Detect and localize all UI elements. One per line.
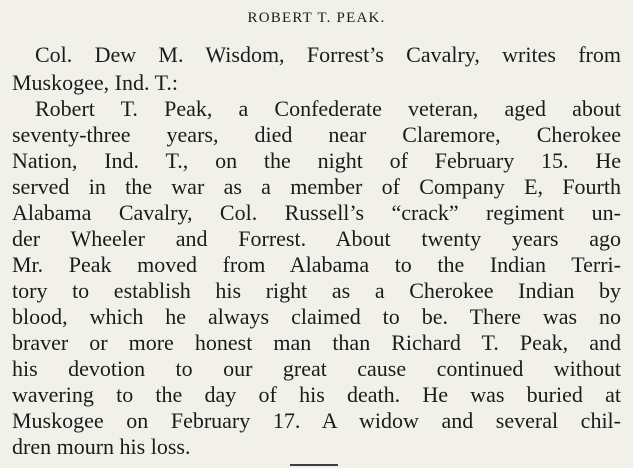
body-line-10: braver or more honest man than Richard T. Peak, and — [12, 330, 621, 355]
body-line-9: blood, which he always claimed to be. There was no — [12, 304, 621, 329]
intro-line-1: Col. Dew M. Wisdom, Forrest’s Cavalry, writes from — [35, 42, 621, 67]
body-line-3: Nation, Ind. T., on the night of February 15. He — [12, 148, 621, 173]
body-line-8: tory to establish his right as a Cherokee Indian by — [12, 278, 621, 303]
body-line-11: his devotion to our great cause continued without — [12, 356, 621, 381]
section-divider — [290, 464, 338, 466]
body-line-4: served in the war as a member of Company E, Fourth — [12, 174, 621, 199]
body-line-13: Muskogee on February 17. A widow and several chil- — [12, 408, 621, 433]
body-line-5: Alabama Cavalry, Col. Russell’s “crack” regiment un- — [12, 200, 621, 225]
body-line-2: seventy-three years, died near Claremore, Cherokee — [12, 122, 621, 147]
body-line-1: Robert T. Peak, a Confederate veteran, aged about — [35, 96, 621, 121]
body-line-14: dren mourn his loss. — [12, 434, 191, 459]
intro-line-2: Muskogee, Ind. T.: — [12, 70, 178, 95]
body-line-6: der Wheeler and Forrest. About twenty years ago — [12, 226, 621, 251]
body-line-7: Mr. Peak moved from Alabama to the Indian Terri- — [12, 252, 621, 277]
body-line-12: wavering to the day of his death. He was buried at — [12, 382, 621, 407]
article-heading: ROBERT T. PEAK. — [247, 10, 386, 26]
